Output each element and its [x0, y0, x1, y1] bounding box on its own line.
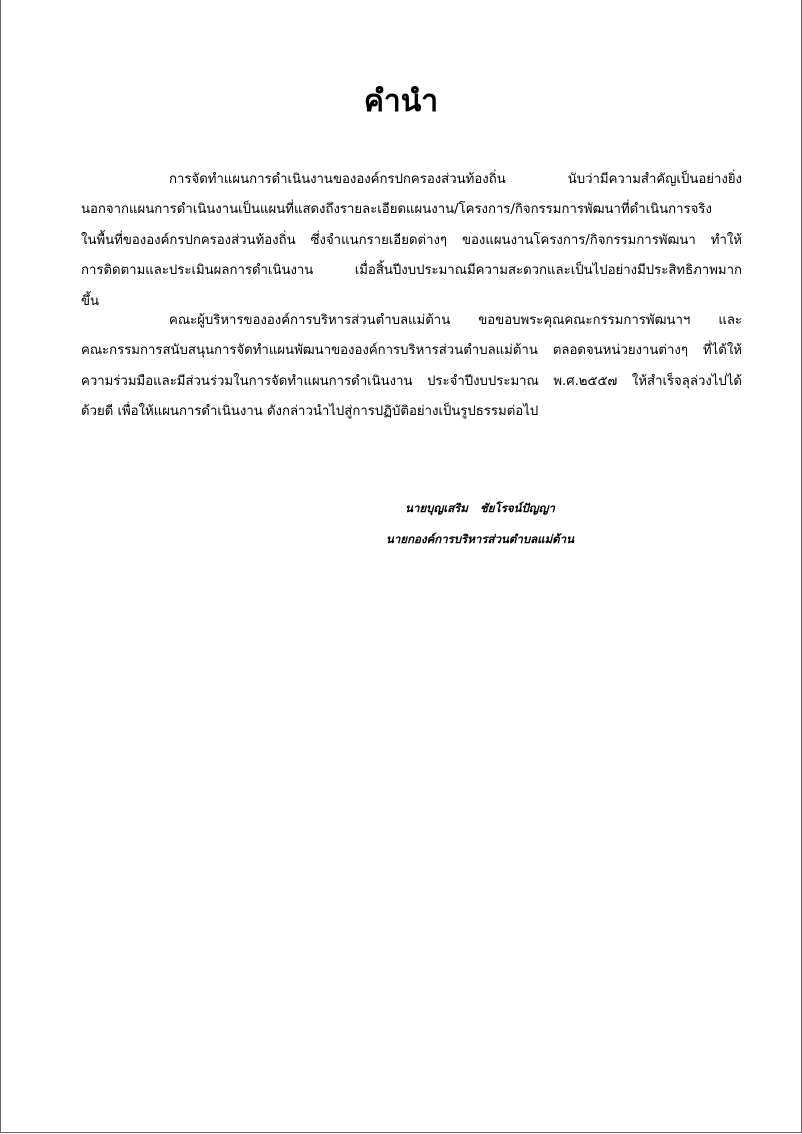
signatory-position: นายกองค์การบริหารส่วนตำบลแม่ต้าน: [386, 532, 574, 546]
paragraph-line: การติดตามและประเมินผลการดำเนินงาน เมื่อสิ้นปีงบประมาณมีความสะดวกและเป็นไปอย่างมีประสิทธิภาพมาก: [81, 263, 742, 279]
paragraph-line: คณะผู้บริหารขององค์การบริหารส่วนตำบลแม่ต้าน ขอขอบพระคุณคณะกรรมการพัฒนาฯ และ: [169, 313, 742, 328]
document-title: คำนำ: [363, 84, 439, 119]
paragraph-line: การจัดทำแผนการดำเนินงานขององค์กรปกครองส่วนท้องถิ่น นับว่ามีความสำคัญเป็นอย่างยิ่ง: [169, 172, 742, 187]
signatory-name: นายบุญเสริม ชัยโรจน์ปัญญา: [405, 501, 555, 515]
signature-block: [330, 493, 630, 555]
paragraph-line: ความร่วมมือและมีส่วนร่วมในการจัดทำแผนการดำเนินงาน ประจำปีงบประมาณ พ.ศ.๒๕๕๗ ให้สำเร็จลุล่วงไปได้: [81, 373, 742, 389]
paragraph-introduction: [81, 165, 742, 317]
paragraph-line: ด้วยดี เพื่อให้แผนการดำเนินงาน ดังกล่าวนำไปสู่การปฏิบัติอย่างเป็นรูปธรรมต่อไป: [81, 404, 539, 420]
paragraph-acknowledgement: [81, 306, 742, 428]
paragraph-line: ขึ้น: [81, 293, 100, 309]
paragraph-line: คณะกรรมการสนับสนุนการจัดทำแผนพัฒนาขององค์การบริหารส่วนตำบลแม่ต้าน ตลอดจนหน่วยงานต่างๆ ที่ได้ให้: [81, 343, 742, 359]
paragraph-line: ในพื้นที่ขององค์กรปกครองส่วนท้องถิ่น ซึ่งจำแนกรายเอียดต่างๆ ของแผนงานโครงการ/กิจกรรมการพัฒนา ทำให้: [81, 232, 742, 248]
paragraph-line: นอกจากแผนการดำเนินงานเป็นแผนที่แสดงถึงรายละเอียดแผนงาน/โครงการ/กิจกรรมการพัฒนาที่ดำเนินการจริง: [81, 202, 712, 218]
